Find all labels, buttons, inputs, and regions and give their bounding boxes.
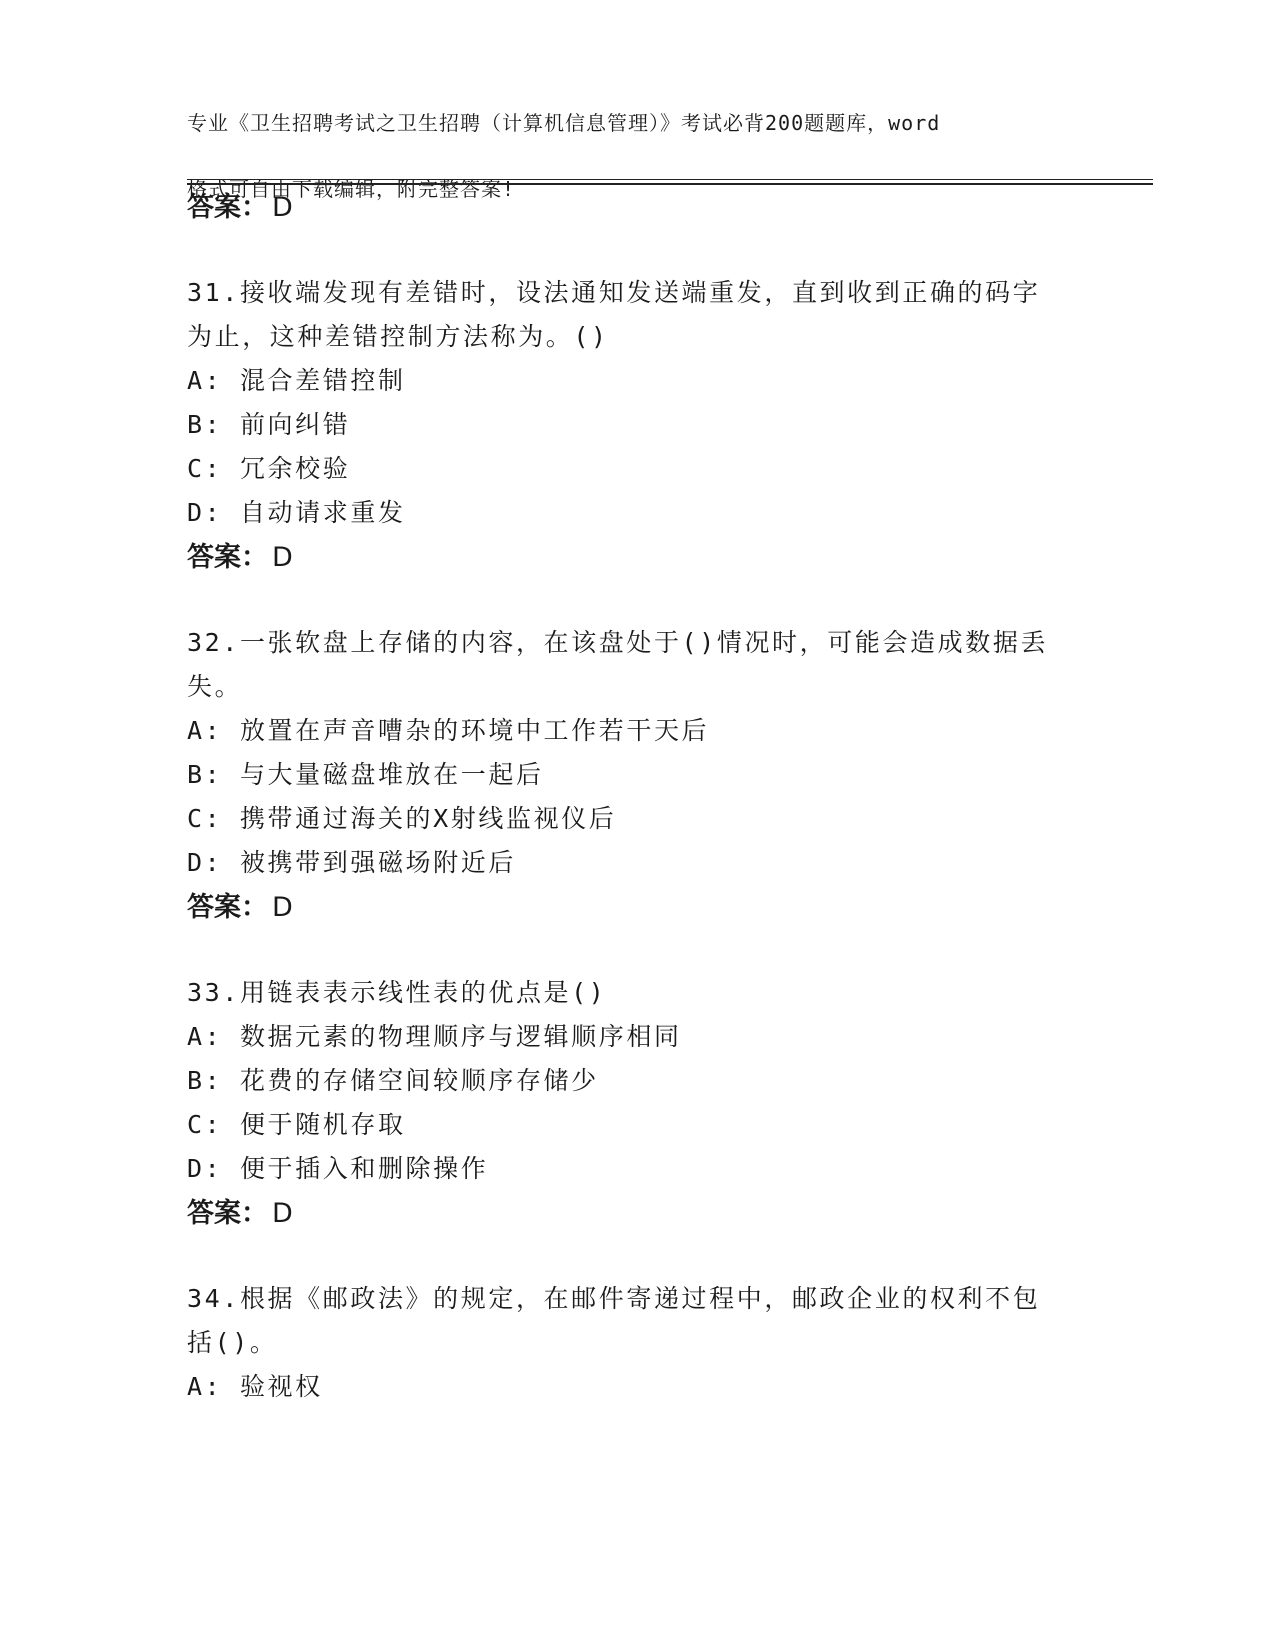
question-32-answer: [187, 885, 293, 924]
answer-value: D: [272, 892, 293, 923]
answer-label: 答案：: [187, 892, 268, 923]
question-31-option-d: D: 自动请求重发: [187, 498, 406, 527]
question-34-stem-line-1: 34.根据《邮政法》的规定，在邮件寄递过程中，邮政企业的权利不包: [187, 1284, 1041, 1313]
question-33-answer: [187, 1191, 293, 1230]
document-header: [187, 74, 1087, 239]
question-31-option-b: B: 前向纠错: [187, 410, 351, 439]
question-32-stem-line-2: 失。: [187, 672, 243, 701]
header-line-2: 格式可自由下载编辑，附完整答案!: [187, 177, 516, 201]
question-32-option-c: C: 携带通过海关的X射线监视仪后: [187, 804, 617, 833]
answer-value: D: [272, 542, 293, 573]
header-divider-thin: [187, 179, 1153, 180]
answer-label: 答案：: [187, 192, 268, 223]
answer-value: D: [272, 192, 293, 223]
question-31-stem-line-2: 为止，这种差错控制方法称为。(): [187, 322, 609, 351]
question-32-stem-line-1: 32.一张软盘上存储的内容，在该盘处于()情况时，可能会造成数据丢: [187, 628, 1049, 657]
answer-line-prev: [187, 185, 293, 224]
question-32-option-d: D: 被携带到强磁场附近后: [187, 848, 516, 877]
header-divider-thick: [187, 183, 1153, 185]
question-33-stem-line-1: 33.用链表表示线性表的优点是(): [187, 978, 607, 1007]
question-34-option-a: A: 验视权: [187, 1372, 323, 1401]
answer-label: 答案：: [187, 542, 268, 573]
question-33-option-b: B: 花费的存储空间较顺序存储少: [187, 1066, 599, 1095]
question-31-option-c: C: 冗余校验: [187, 454, 351, 483]
question-31-stem-line-1: 31.接收端发现有差错时，设法通知发送端重发，直到收到正确的码字: [187, 278, 1041, 307]
question-31-answer: [187, 535, 293, 574]
answer-value: D: [272, 1198, 293, 1229]
header-line-1: 专业《卫生招聘考试之卫生招聘（计算机信息管理）》考试必背200题题库，word: [187, 111, 941, 135]
question-33-option-a: A: 数据元素的物理顺序与逻辑顺序相同: [187, 1022, 682, 1051]
question-32-option-a: A: 放置在声音嘈杂的环境中工作若干天后: [187, 716, 710, 745]
question-33-option-c: C: 便于随机存取: [187, 1110, 406, 1139]
question-33-option-d: D: 便于插入和删除操作: [187, 1154, 489, 1183]
question-31-option-a: A: 混合差错控制: [187, 366, 406, 395]
question-34-stem-line-2: 括()。: [187, 1328, 278, 1357]
answer-label: 答案：: [187, 1198, 268, 1229]
question-32-option-b: B: 与大量磁盘堆放在一起后: [187, 760, 544, 789]
